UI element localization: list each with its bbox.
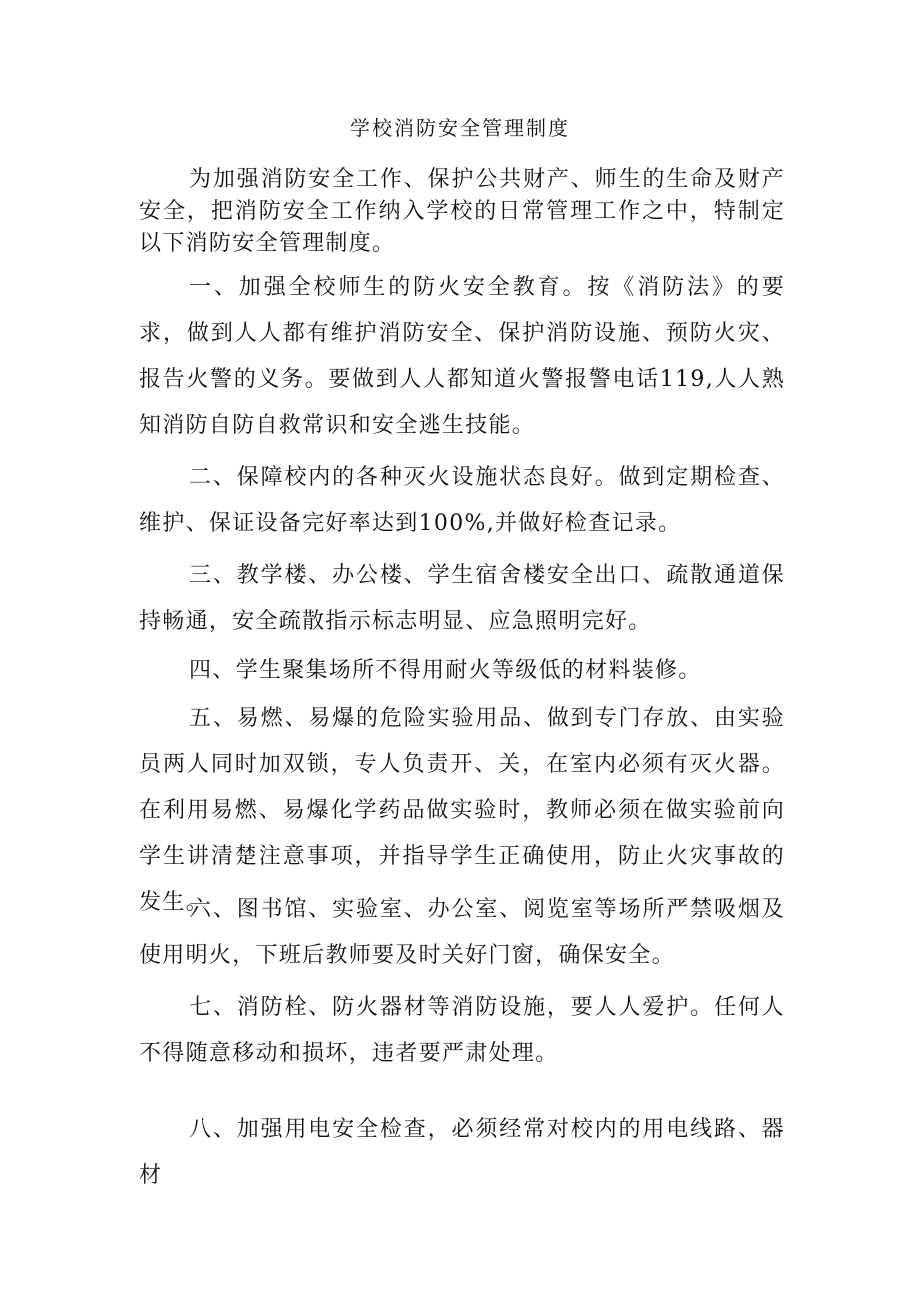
intro-paragraph: 为加强消防安全工作、保护公共财产、师生的生命及财产安全，把消防安全工作纳入学校的日常管理工作之中，特制定以下消防安全管理制度。 — [139, 167, 785, 256]
section-4-paragraph: 四、学生聚集场所不得用耐火等级低的材料装修。 — [189, 658, 702, 683]
section-8-paragraph: 八、加强用电安全检查，必须经常对校内的用电线路、器材 — [139, 1117, 785, 1188]
section-1-paragraph: 一、加强全校师生的防火安全教育。按《消防法》的要求，做到人人都有维护消防安全、保护消防设施、预防火灾、报告火警的义务。要做到人人都知道火警报警电话119,人人熟知消防自防自救常识和安全逃生技能。 — [139, 275, 785, 438]
document-title: 学校消防安全管理制度 — [350, 116, 570, 140]
section-3-paragraph: 三、教学楼、办公楼、学生宿舍楼安全出口、疏散通道保持畅通，安全疏散指示标志明显、应急照明完好。 — [139, 563, 785, 634]
section-2-paragraph: 二、保障校内的各种灭火设施状态良好。做到定期检查、维护、保证设备完好率达到100%,并做好检查记录。 — [139, 465, 785, 536]
section-7-paragraph: 七、消防栓、防火器材等消防设施，要人人爱护。任何人不得随意移动和损坏，违者要严肃处理。 — [139, 995, 785, 1066]
section-5-paragraph: 五、易燃、易爆的危险实验用品、做到专门存放、由实验员两人同时加双锁，专人负责开、关，在室内必须有灭火器。在利用易燃、易爆化学药品做实验时，教师必须在做实验前向学生讲清楚注意事项，并指导学生正确使用，防止火灾事故的发生。 — [139, 706, 785, 915]
section-6-paragraph: 六、图书馆、实验室、办公室、阅览室等场所严禁吸烟及使用明火，下班后教师要及时关好门窗，确保安全。 — [139, 897, 785, 968]
